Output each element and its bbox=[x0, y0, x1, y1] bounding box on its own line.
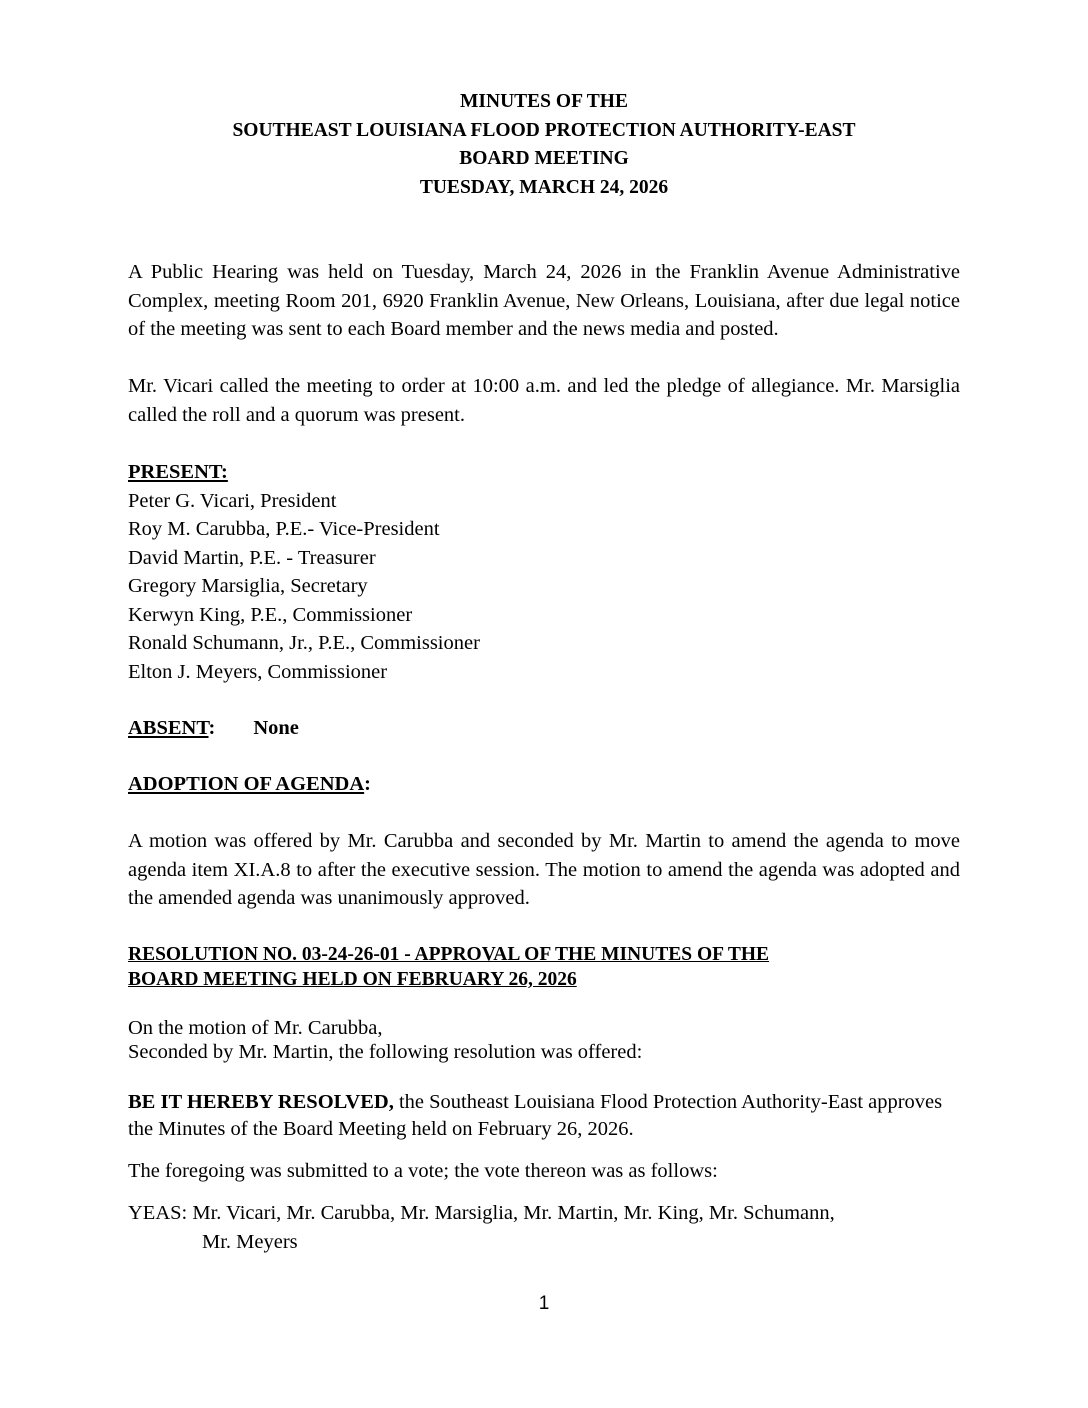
absent-line: ABSENT: None bbox=[128, 717, 299, 739]
member: Roy M. Carubba, P.E.- Vice-President bbox=[128, 518, 440, 540]
title-line: SOUTHEAST LOUISIANA FLOOD PROTECTION AUTHORITY-EAST bbox=[232, 119, 856, 141]
resolution-heading-line: BOARD MEETING HELD ON FEBRUARY 26, 2026 bbox=[128, 969, 577, 990]
agenda-paragraph: A motion was offered by Mr. Carubba and seconded by Mr. Martin to amend the agenda to move agenda item XI.A.8 to after the executive session. The motion to amend the agenda was adopted and the amended agenda was unanimously approved. bbox=[128, 830, 960, 909]
yeas-line: Mr. Vicari, Mr. Carubba, Mr. Marsiglia, Mr. Martin, Mr. King, Mr. Schumann, bbox=[192, 1202, 835, 1224]
title-line: TUESDAY, MARCH 24, 2026 bbox=[419, 176, 669, 198]
motion-block bbox=[128, 1016, 960, 1064]
yeas-block bbox=[128, 1199, 960, 1256]
agenda-heading-line: ADOPTION OF AGENDA: bbox=[128, 773, 371, 795]
resolution-heading bbox=[128, 942, 960, 992]
yeas-label: YEAS: bbox=[128, 1202, 188, 1224]
resolved-lead: BE IT HEREBY RESOLVED, bbox=[128, 1091, 394, 1113]
intro-paragraph: A Public Hearing was held on Tuesday, March 24, 2026 in the Franklin Avenue Administrative Complex, meeting Room 201, 6920 Franklin Avenue, New Orleans, Louisiana, after due legal notice of the meeting was sent to each Board member and the news media and posted. bbox=[128, 261, 960, 340]
title-line: MINUTES OF THE bbox=[460, 91, 628, 112]
present-heading: PRESENT: bbox=[128, 461, 228, 483]
page-number: 1 bbox=[538, 1293, 550, 1314]
motion-line: On the motion of Mr. Carubba, bbox=[128, 1017, 383, 1039]
resolution-heading-line: RESOLUTION NO. 03-24-26-01 - APPROVAL OF THE MINUTES OF THE bbox=[128, 944, 770, 965]
resolved-paragraph bbox=[128, 1089, 960, 1143]
member: Gregory Marsiglia, Secretary bbox=[128, 575, 368, 597]
motion-line: Seconded by Mr. Martin, the following resolution was offered: bbox=[128, 1041, 643, 1063]
yeas-line: Mr. Meyers bbox=[202, 1230, 298, 1253]
absent-heading: ABSENT bbox=[128, 717, 209, 739]
member: Peter G. Vicari, President bbox=[128, 489, 337, 512]
member: Elton J. Meyers, Commissioner bbox=[128, 660, 388, 683]
member: Kerwyn King, P.E., Commissioner bbox=[128, 603, 413, 626]
absent-value: None bbox=[253, 717, 299, 739]
resolved-text: the Southeast Louisiana Flood Protection Authority-East approves the Minutes of the Board Meeting held on February 26, 2026. bbox=[128, 1091, 943, 1140]
title-line: BOARD MEETING bbox=[459, 148, 629, 169]
member: Ronald Schumann, Jr., P.E., Commissioner bbox=[128, 632, 480, 654]
document-title bbox=[0, 88, 1088, 202]
present-section bbox=[128, 458, 960, 686]
agenda-heading: ADOPTION OF AGENDA bbox=[128, 773, 365, 795]
call-to-order-paragraph: Mr. Vicari called the meeting to order at 10:00 a.m. and led the pledge of allegiance. Mr. Marsiglia called the roll and a quorum was present. bbox=[128, 375, 960, 426]
member: David Martin, P.E. - Treasurer bbox=[128, 546, 376, 569]
vote-intro: The foregoing was submitted to a vote; the vote thereon was as follows: bbox=[128, 1160, 718, 1182]
